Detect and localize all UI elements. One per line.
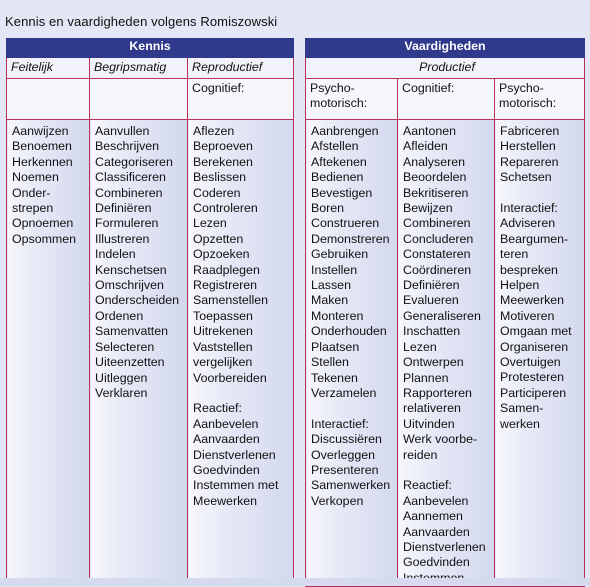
list-item: Gebruiken	[311, 247, 369, 262]
list-item: Omschrijven	[95, 278, 164, 293]
list-item: Interactief:	[311, 416, 369, 431]
list-item: Samenwerken	[311, 478, 391, 493]
list-item: Afstellen	[311, 139, 359, 154]
list-item: Bewijzen	[403, 201, 453, 216]
list-item: Vaststellen	[193, 339, 253, 354]
kennis-header: Kennis	[7, 39, 294, 58]
list-item: Bedienen	[311, 170, 364, 185]
list-item: Aanvaarden	[403, 524, 470, 539]
list-item: Plannen	[403, 370, 449, 385]
label-reproductief: Cognitief:	[188, 79, 294, 120]
list-item: Verkopen	[311, 493, 364, 508]
list-item: Reactief:	[193, 401, 242, 416]
list-item: Dienstverlenen	[193, 447, 276, 462]
group-spacer	[403, 463, 490, 478]
list-item: Presenteren	[311, 462, 379, 477]
list-item: Herkennen	[12, 154, 73, 169]
list-item: Repareren	[500, 154, 559, 169]
list-item: Instemmen met	[193, 478, 279, 493]
list-item: Bevestigen	[311, 185, 373, 200]
list-item: Lassen	[311, 278, 351, 293]
list-item: Raadplegen	[193, 262, 260, 277]
subheader-begripsmatig: Begripsmatig	[90, 58, 188, 79]
list-item: Demonstreren	[311, 231, 390, 246]
column-psychomotorisch-2	[495, 120, 585, 587]
list-item: Categoriseren	[95, 154, 173, 169]
list-item: Discussiëren	[311, 432, 382, 447]
list-item: Beargumen-	[500, 231, 569, 246]
list-item: werken	[500, 416, 540, 431]
list-item: Meewerken	[500, 293, 565, 308]
list-item: Controleren	[193, 201, 258, 216]
kennis-table	[6, 38, 294, 583]
list-item: Aanwijzen	[12, 124, 69, 138]
list-item: Lezen	[193, 216, 227, 231]
list-item: Generaliseren	[403, 308, 481, 323]
list-item: Opsommen	[12, 231, 77, 246]
list-item: Uitleggen	[95, 370, 148, 385]
list-item: Combineren	[95, 185, 163, 200]
label-feitelijk	[7, 79, 90, 120]
list-item: Inschatten	[403, 324, 461, 339]
list-item: Lezen	[403, 339, 437, 354]
list-item: Omgaan met	[500, 324, 572, 339]
list-item: Classificeren	[95, 170, 166, 185]
list-item: Overtuigen	[500, 355, 561, 370]
list-item: Maken	[311, 293, 349, 308]
list-item: Beschrijven	[95, 139, 160, 154]
list-item: Schetsen	[500, 170, 552, 185]
vaardigheden-table	[305, 38, 585, 587]
list-item: bespreken	[500, 262, 558, 277]
subheader-feitelijk: Feitelijk	[7, 58, 90, 79]
list-item: Onder-	[12, 185, 51, 200]
list-item: Kenschetsen	[95, 262, 167, 277]
list-item: Bekritiseren	[403, 185, 469, 200]
list-item: Samenstellen	[193, 293, 269, 308]
list-item: vergelijken	[193, 355, 253, 370]
column-cognitief	[398, 120, 495, 587]
list-item: Selecteren	[95, 339, 155, 354]
list-item: Benoemen	[12, 139, 72, 154]
list-item: Voorbereiden	[193, 370, 267, 385]
list-item: relativeren	[403, 401, 461, 416]
list-item: Illustreren	[95, 231, 150, 246]
list-item: Aanbrengen	[311, 124, 379, 138]
list-item: Aanvaarden	[193, 432, 260, 447]
vaardigheden-header: Vaardigheden	[306, 39, 585, 58]
list-item: Aanvullen	[95, 124, 150, 138]
group-spacer	[500, 186, 580, 201]
list-item: Protesteren	[500, 370, 565, 385]
list-item: Tekenen	[311, 370, 358, 385]
list-item: Verzamelen	[311, 385, 377, 400]
list-item: reiden	[403, 447, 438, 462]
list-item: Construeren	[311, 216, 380, 231]
list-item: Goedvinden	[403, 555, 470, 570]
list-item: Uitvinden	[403, 416, 455, 431]
list-item: strepen	[12, 201, 54, 216]
list-item: Opnoemen	[12, 216, 74, 231]
list-item: Beslissen	[193, 170, 247, 185]
list-item: Meewerken	[193, 493, 258, 508]
list-item: Uitrekenen	[193, 324, 253, 339]
label-psychomotorisch-2: Psycho- motorisch:	[495, 79, 585, 120]
subheader-reproductief: Reproductief	[188, 58, 294, 79]
list-item: Aftekenen	[311, 154, 367, 169]
group-spacer	[311, 401, 393, 416]
list-item: Uiteenzetten	[95, 355, 165, 370]
list-item: Berekenen	[193, 154, 253, 169]
list-item: Onderscheiden	[95, 293, 180, 308]
list-item: Opzetten	[193, 231, 244, 246]
list-item: Samenvatten	[95, 324, 169, 339]
list-item: Boren	[311, 201, 345, 216]
group-spacer	[193, 386, 289, 401]
column-feitelijk	[7, 120, 90, 583]
list-item: teren	[500, 247, 529, 262]
bottom-band	[0, 578, 590, 586]
column-psychomotorisch-1	[306, 120, 398, 587]
list-item: Overleggen	[311, 447, 376, 462]
list-item: Afleiden	[403, 139, 448, 154]
list-item: Werk voorbe-	[403, 432, 478, 447]
list-item: Beproeven	[193, 139, 253, 154]
list-item: Aanbevelen	[403, 493, 469, 508]
list-item: Coderen	[193, 185, 241, 200]
label-psychomotorisch-1: Psycho- motorisch:	[306, 79, 398, 120]
list-item: Concluderen	[403, 231, 474, 246]
list-item: Reactief:	[403, 478, 452, 493]
list-item: Verklaren	[95, 385, 148, 400]
column-begripsmatig	[90, 120, 188, 583]
label-begripsmatig	[90, 79, 188, 120]
list-item: Formuleren	[95, 216, 159, 231]
list-item: Combineren	[403, 216, 471, 231]
list-item: Rapporteren	[403, 385, 472, 400]
list-item: Herstellen	[500, 139, 556, 154]
list-item: Analyseren	[403, 154, 465, 169]
list-item: Aanbevelen	[193, 416, 259, 431]
list-item: Monteren	[311, 308, 364, 323]
list-item: Onderhouden	[311, 324, 387, 339]
list-item: Stellen	[311, 355, 349, 370]
list-item: Dienstverlenen	[403, 539, 486, 554]
list-item: Motiveren	[500, 308, 555, 323]
list-item: Interactief:	[500, 201, 558, 216]
list-item: Fabriceren	[500, 124, 560, 138]
list-item: Adviseren	[500, 216, 556, 231]
list-item: Instellen	[311, 262, 358, 277]
list-item: Toepassen	[193, 308, 253, 323]
subheader-productief: Productief	[306, 58, 585, 79]
list-item: Noemen	[12, 170, 59, 185]
list-item: Beoordelen	[403, 170, 467, 185]
list-item: Aflezen	[193, 124, 235, 138]
list-item: Aantonen	[403, 124, 457, 138]
list-item: Evalueren	[403, 293, 459, 308]
list-item: Coördineren	[403, 262, 472, 277]
column-reproductief	[188, 120, 294, 583]
list-item: Goedvinden	[193, 462, 260, 477]
label-cognitief: Cognitief:	[398, 79, 495, 120]
list-item: Opzoeken	[193, 247, 250, 262]
list-item: Ontwerpen	[403, 355, 464, 370]
list-item: Definiëren	[403, 278, 460, 293]
list-item: Plaatsen	[311, 339, 360, 354]
list-item: Aannemen	[403, 509, 463, 524]
page-title: Kennis en vaardigheden volgens Romiszowski	[5, 14, 278, 29]
list-item: Indelen	[95, 247, 136, 262]
list-item: Registreren	[193, 278, 258, 293]
list-item: Definiëren	[95, 201, 152, 216]
list-item: Helpen	[500, 278, 540, 293]
list-item: Constateren	[403, 247, 471, 262]
list-item: Organiseren	[500, 339, 569, 354]
list-item: Ordenen	[95, 308, 144, 323]
list-item: Participeren	[500, 385, 567, 400]
list-item: Samen-	[500, 401, 544, 416]
